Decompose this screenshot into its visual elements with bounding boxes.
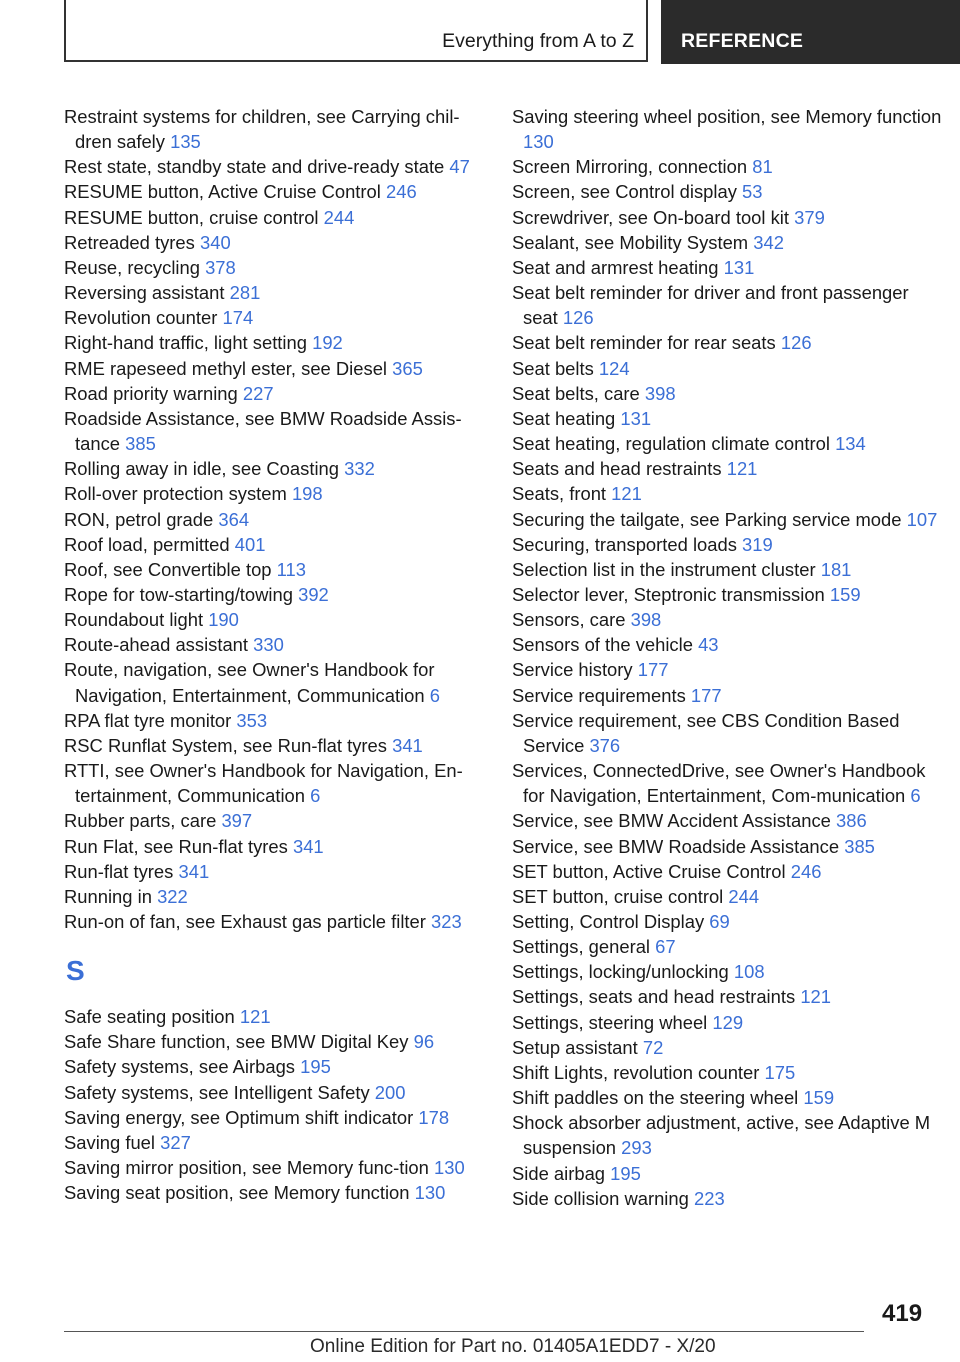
index-entry-text: Roof, see Convertible top (64, 558, 272, 580)
index-entry (64, 381, 484, 406)
index-entry-text: Rolling away in idle, see Coasting (64, 458, 339, 480)
index-entry-text: Shift Lights, revolution counter (512, 1061, 760, 1083)
index-entry-text: Saving steering wheel position, see Memory function (512, 106, 942, 127)
page-reference-link[interactable]: 124 (598, 357, 630, 379)
page-reference-link[interactable]: 96 (413, 1031, 435, 1053)
page-reference-link[interactable]: 81 (752, 156, 773, 178)
index-entry (64, 909, 484, 934)
page-reference-link[interactable]: 181 (820, 558, 852, 580)
page-reference-link[interactable]: 376 (589, 734, 621, 756)
page-reference-link[interactable]: 330 (253, 634, 284, 656)
index-entry-text: Seats and head restraints (512, 458, 722, 480)
index-entry (64, 1029, 484, 1054)
index-entry (512, 683, 942, 708)
page-reference-link[interactable]: 108 (733, 961, 765, 983)
index-entry-text: RESUME button, Active Cruise Control (64, 181, 381, 203)
page-reference-link[interactable]: 322 (157, 885, 188, 907)
index-entry (64, 1080, 484, 1105)
index-entry (64, 205, 484, 230)
index-entry (64, 1004, 484, 1029)
page-reference-link[interactable]: 385 (125, 433, 156, 455)
index-entry-text: RPA flat tyre monitor (64, 709, 232, 731)
index-entry (64, 507, 484, 532)
index-entry (64, 330, 484, 355)
index-entry-text: Side airbag (512, 1162, 606, 1184)
page-reference-link[interactable]: 246 (385, 181, 417, 203)
index-entry-text: Roof load, permitted (64, 533, 230, 555)
index-entry-text: Retreaded tyres (64, 231, 195, 253)
footer-edition-text: Online Edition for Part no. 01405A1EDD7 - X/20 (310, 1336, 716, 1357)
page-reference-link[interactable]: 198 (291, 483, 323, 505)
index-entry (512, 1010, 942, 1035)
index-entry-text: Shock absorber adjustment, active, see Adaptive M suspension (512, 1112, 931, 1159)
index-entry (64, 230, 484, 255)
index-entry-text: Rest state, standby state and drive-ready state (64, 156, 445, 178)
index-entry-text: Rubber parts, care (64, 810, 217, 832)
index-entry (512, 406, 942, 431)
page-reference-link[interactable]: 323 (431, 911, 462, 932)
index-column-right (512, 104, 942, 1211)
index-entry (512, 381, 942, 406)
index-entry (512, 758, 942, 808)
index-entry-text: Run-flat tyres (64, 860, 174, 882)
index-entry (512, 104, 942, 154)
index-entry-text: Seat belts, care (512, 382, 640, 404)
index-entry (64, 280, 484, 305)
index-entry-text: RSC Runflat System, see Run-flat tyres (64, 734, 387, 756)
page-reference-link[interactable]: 107 (906, 508, 938, 530)
page-reference-link[interactable]: 69 (709, 911, 730, 932)
index-entry (512, 205, 942, 230)
page-reference-link[interactable]: 159 (803, 1087, 835, 1109)
index-entry (64, 481, 484, 506)
index-entry (512, 708, 942, 758)
page-reference-link[interactable]: 244 (323, 206, 355, 228)
page-reference-link[interactable]: 53 (742, 181, 763, 203)
page-reference-link[interactable]: 364 (218, 508, 250, 530)
page-reference-link[interactable]: 397 (221, 810, 253, 832)
page-reference-link[interactable]: 398 (644, 382, 676, 404)
index-entry-text: Reversing assistant (64, 282, 225, 304)
page-reference-link[interactable]: 67 (655, 936, 676, 958)
page-reference-link[interactable]: 131 (723, 256, 755, 278)
page-reference-link[interactable]: 327 (160, 1131, 191, 1153)
page-reference-link[interactable]: 227 (242, 382, 274, 404)
page-reference-link[interactable]: 353 (236, 709, 268, 731)
index-entry (64, 758, 484, 808)
index-entry (64, 632, 484, 657)
index-entry-text: Setting, Control Display (512, 911, 705, 932)
index-entry (64, 305, 484, 330)
index-list-r (64, 104, 484, 934)
index-entry (64, 808, 484, 833)
index-entry (512, 657, 942, 682)
index-entry (64, 1130, 484, 1155)
page-reference-link[interactable]: 134 (835, 433, 866, 455)
index-entry (64, 179, 484, 204)
index-entry-text: Roundabout light (64, 609, 204, 631)
index-entry-text: Run Flat, see Run-flat tyres (64, 835, 288, 857)
index-entry-text: RON, petrol grade (64, 508, 214, 530)
index-entry (512, 1035, 942, 1060)
page-reference-link[interactable]: 6 (910, 785, 921, 807)
section-letter-s: S (66, 955, 85, 987)
page-reference-link[interactable]: 293 (621, 1137, 652, 1159)
index-entry-text: Shift paddles on the steering wheel (512, 1087, 799, 1109)
index-entry (512, 834, 942, 859)
page-reference-link[interactable]: 190 (208, 609, 239, 631)
page-reference-link[interactable]: 121 (726, 458, 758, 480)
page-reference-link[interactable]: 340 (199, 231, 231, 253)
page-reference-link[interactable]: 281 (229, 282, 261, 304)
index-entry-text: Seat belt reminder for rear seats (512, 332, 776, 354)
page-reference-link[interactable]: 378 (205, 256, 236, 278)
index-entry (512, 179, 942, 204)
index-entry-text: Settings, seats and head restraints (512, 986, 796, 1008)
index-entry (64, 1155, 484, 1180)
index-entry (64, 154, 484, 179)
page-reference-link[interactable]: 401 (234, 533, 266, 555)
index-entry-text: Settings, general (512, 936, 651, 958)
index-entry-text: Service history (512, 659, 633, 681)
reference-tab-label: REFERENCE (681, 30, 804, 52)
page-reference-link[interactable]: 43 (698, 634, 719, 656)
page-reference-link[interactable]: 174 (222, 307, 254, 329)
index-entry-text: RESUME button, cruise control (64, 206, 319, 228)
index-list-s (64, 1004, 484, 1205)
section-title: Everything from A to Z (442, 30, 634, 52)
index-entry-text: Screwdriver, see On-board tool kit (512, 206, 789, 228)
index-entry (512, 1110, 942, 1160)
page-reference-link[interactable]: 177 (637, 659, 669, 681)
index-entry-text: Saving fuel (64, 1131, 155, 1153)
index-entry-text: Seat belts (512, 357, 594, 379)
index-entry (64, 104, 484, 154)
index-entry-text: Saving mirror position, see Memory func‐tion (64, 1157, 429, 1179)
index-entry-text: Restraint systems for children, see Carrying chil‐dren safely (64, 106, 460, 153)
page-reference-link[interactable]: 47 (449, 156, 470, 178)
index-entry-text: Sealant, see Mobility System (512, 231, 749, 253)
index-entry-text: Road priority warning (64, 382, 238, 404)
page-reference-link[interactable]: 385 (844, 835, 875, 857)
index-entry (512, 280, 942, 330)
page-reference-link[interactable]: 177 (690, 684, 722, 706)
index-entry-text: Roll-over protection system (64, 483, 287, 505)
index-entry (512, 884, 942, 909)
page-reference-link[interactable]: 246 (790, 860, 822, 882)
page-reference-link[interactable]: 195 (300, 1056, 331, 1078)
index-entry-text: Safe seating position (64, 1006, 235, 1028)
page-reference-link[interactable]: 244 (728, 885, 760, 907)
page-reference-link[interactable]: 195 (610, 1162, 641, 1184)
index-entry-text: Seat and armrest heating (512, 256, 719, 278)
index-entry-text: Service requirement, see CBS Condition Based Service (512, 709, 900, 756)
footer-divider (64, 1331, 864, 1332)
index-entry-text: Saving energy, see Optimum shift indicator (64, 1106, 414, 1128)
page-reference-link[interactable]: 341 (178, 860, 210, 882)
index-entry (64, 582, 484, 607)
index-entry-text: Seat belt reminder for driver and front passenger seat (512, 282, 909, 329)
page-reference-link[interactable]: 200 (374, 1081, 406, 1103)
index-entry-text: Roadside Assistance, see BMW Roadside Assis‐tance (64, 407, 462, 455)
reference-tab[interactable] (661, 0, 960, 64)
index-entry (512, 532, 942, 557)
index-entry (512, 632, 942, 657)
index-entry (64, 356, 484, 381)
page-reference-link[interactable]: 72 (642, 1036, 664, 1058)
index-entry (512, 959, 942, 984)
page-reference-link[interactable]: 121 (239, 1006, 271, 1028)
index-entry (64, 733, 484, 758)
index-entry (512, 481, 942, 506)
index-entry-text: Securing, transported loads (512, 533, 737, 555)
index-entry (512, 934, 942, 959)
index-entry (512, 607, 942, 632)
index-entry-text: Setup assistant (512, 1036, 638, 1058)
index-entry (64, 607, 484, 632)
page-reference-link[interactable]: 126 (780, 332, 812, 354)
index-entry-text: Right-hand traffic, light setting (64, 332, 307, 354)
index-entry (64, 1180, 484, 1205)
index-entry-text: Settings, steering wheel (512, 1011, 708, 1033)
index-entry (64, 1105, 484, 1130)
index-entry-text: Seat heating, regulation climate control (512, 433, 830, 455)
index-entry-text: Screen Mirroring, connection (512, 156, 748, 178)
page-reference-link[interactable]: 121 (800, 986, 831, 1008)
index-entry (512, 507, 942, 532)
page-reference-link[interactable]: 126 (562, 307, 594, 329)
index-entry-text: Running in (64, 885, 152, 907)
index-entry-text: Service requirements (512, 684, 686, 706)
index-entry-text: Side collision warning (512, 1187, 689, 1209)
index-entry-text: Service, see BMW Accident Assistance (512, 810, 831, 832)
page-reference-link[interactable]: 392 (298, 583, 329, 605)
page-reference-link[interactable]: 113 (276, 558, 306, 580)
index-entry-text: Seats, front (512, 483, 607, 505)
index-entry-text: Sensors of the vehicle (512, 634, 693, 656)
header-box (64, 0, 648, 62)
index-entry-text: Route, navigation, see Owner's Handbook for Navigation, Entertainment, Communication (64, 659, 435, 706)
index-entry (512, 431, 942, 456)
page-reference-link[interactable]: 6 (310, 785, 321, 807)
page-reference-link[interactable]: 398 (630, 609, 662, 631)
index-entry (512, 582, 942, 607)
index-entry-text: Saving seat position, see Memory function (64, 1182, 410, 1204)
index-entry (512, 330, 942, 355)
index-entry-text: Safety systems, see Intelligent Safety (64, 1081, 370, 1103)
index-entry-text: Route-ahead assistant (64, 634, 249, 656)
index-entry (64, 657, 484, 707)
index-entry (64, 406, 484, 456)
page-number: 419 (882, 1300, 923, 1327)
index-entry (512, 984, 942, 1009)
page-reference-link[interactable]: 130 (523, 131, 554, 153)
index-entry-text: Securing the tailgate, see Parking service mode (512, 508, 902, 530)
index-entry-text: Reuse, recycling (64, 256, 200, 278)
index-entry-text: Rope for tow-starting/towing (64, 583, 293, 605)
index-entry (64, 1054, 484, 1079)
index-entry (64, 859, 484, 884)
page-reference-link[interactable]: 178 (418, 1106, 450, 1128)
index-entry-text: Service, see BMW Roadside Assistance (512, 835, 840, 857)
page-reference-link[interactable]: 192 (312, 332, 343, 354)
index-entry-text: Safe Share function, see BMW Digital Key (64, 1031, 409, 1053)
index-entry (512, 557, 942, 582)
index-entry-text: Screen, see Control display (512, 181, 737, 203)
page-reference-link[interactable]: 365 (392, 357, 423, 379)
page-reference-link[interactable]: 342 (753, 231, 784, 253)
index-entry-text: Settings, locking/unlocking (512, 961, 729, 983)
index-column-left (64, 104, 484, 1205)
index-list-s-continued (512, 104, 942, 1211)
index-entry (64, 834, 484, 859)
index-entry-text: SET button, Active Cruise Control (512, 860, 786, 882)
index-entry-text: Selection list in the instrument cluster (512, 558, 816, 580)
page-reference-link[interactable]: 6 (429, 684, 440, 706)
index-entry (512, 356, 942, 381)
page-reference-link[interactable]: 223 (693, 1187, 725, 1209)
page-reference-link[interactable]: 130 (414, 1182, 446, 1204)
page-reference-link[interactable]: 121 (611, 483, 642, 505)
index-entry (512, 1186, 942, 1211)
index-entry-text: Selector lever, Steptronic transmission (512, 583, 825, 605)
page-reference-link[interactable]: 332 (344, 458, 375, 480)
index-entry-text: SET button, cruise control (512, 885, 724, 907)
page-reference-link[interactable]: 319 (742, 533, 773, 555)
index-entry-text: RME rapeseed methyl ester, see Diesel (64, 357, 388, 379)
page-reference-link[interactable]: 159 (829, 583, 861, 605)
page-reference-link[interactable]: 341 (292, 835, 324, 857)
page-reference-link[interactable]: 386 (836, 810, 867, 832)
page-reference-link[interactable]: 379 (794, 206, 825, 228)
index-entry (512, 456, 942, 481)
index-entry (64, 708, 484, 733)
index-entry (512, 255, 942, 280)
index-entry (64, 456, 484, 481)
index-entry (512, 154, 942, 179)
index-entry (512, 1161, 942, 1186)
page-reference-link[interactable]: 341 (392, 734, 423, 756)
page-reference-link[interactable]: 129 (712, 1011, 744, 1033)
page-reference-link[interactable]: 175 (764, 1061, 796, 1083)
page-reference-link[interactable]: 135 (170, 131, 201, 153)
index-entry-text: Sensors, care (512, 609, 626, 631)
index-entry (512, 909, 942, 934)
index-entry (512, 859, 942, 884)
index-entry-text: Safety systems, see Airbags (64, 1056, 296, 1078)
page-reference-link[interactable]: 131 (620, 407, 652, 429)
page-reference-link[interactable]: 130 (434, 1157, 465, 1179)
index-entry-text: Revolution counter (64, 307, 218, 329)
index-entry-text: Services, ConnectedDrive, see Owner's Handbook for Navigation, Entertainment, Com‐munication (512, 760, 926, 807)
index-entry-text: Run-on of fan, see Exhaust gas particle filter (64, 911, 426, 932)
index-entry (512, 1060, 942, 1085)
index-entry (64, 255, 484, 280)
index-entry (64, 532, 484, 557)
index-entry (64, 884, 484, 909)
index-entry-text: Seat heating (512, 407, 616, 429)
index-entry (512, 1085, 942, 1110)
index-entry-text: RTTI, see Owner's Handbook for Navigation, En‐tertainment, Communication (64, 760, 463, 807)
index-entry (512, 230, 942, 255)
index-entry (64, 557, 484, 582)
index-entry (512, 808, 942, 833)
